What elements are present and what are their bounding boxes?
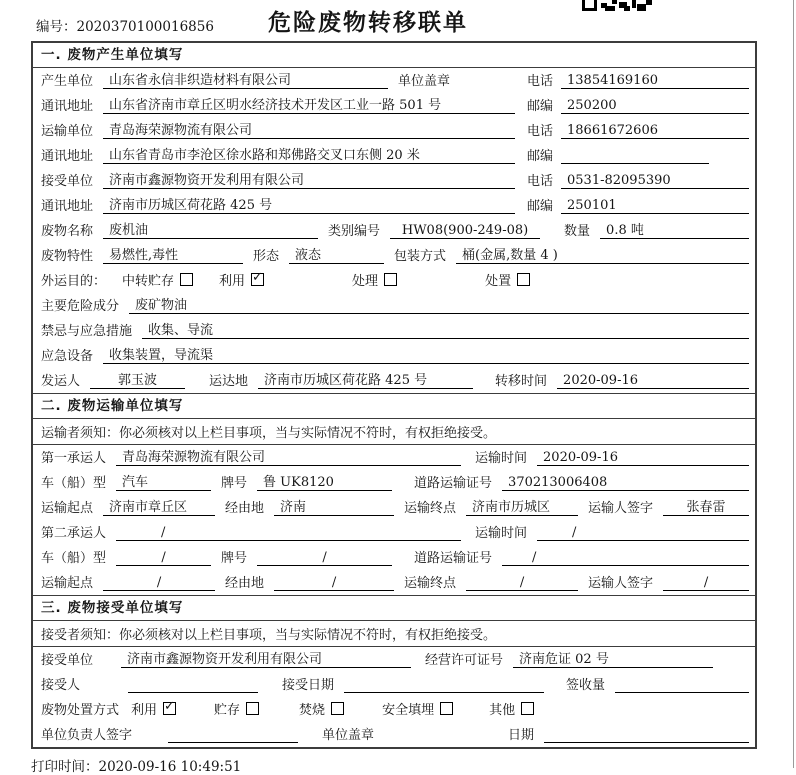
acceptor-label: 接受人 bbox=[41, 678, 81, 693]
emergency-measures-value: 收集、导流 bbox=[142, 319, 749, 339]
producer-zip-value: 250200 bbox=[561, 98, 749, 114]
disposal-option-incinerate bbox=[299, 699, 344, 718]
zip-label: 邮编 bbox=[527, 99, 554, 114]
option-label: 利用 bbox=[219, 274, 246, 289]
print-time bbox=[31, 755, 796, 775]
packaging-value: 桶(金属,数量 4 ) bbox=[456, 244, 749, 264]
phone-label: 电话 bbox=[527, 174, 554, 189]
carrier-signature-value-2: / bbox=[663, 575, 749, 591]
plate-number-value: 鲁 UK8120 bbox=[257, 471, 392, 491]
phone-label: 电话 bbox=[527, 74, 554, 89]
endpoint-label: 运输终点 bbox=[404, 576, 457, 591]
destination-label: 运达地 bbox=[209, 374, 249, 389]
document-header bbox=[0, 0, 796, 41]
shipper-label: 发运人 bbox=[41, 374, 81, 389]
carrier-signature-label: 运输人签字 bbox=[588, 501, 654, 516]
transporter-value: 青岛海荣源物流有限公司 bbox=[103, 119, 515, 139]
option-label: 处置 bbox=[485, 274, 512, 289]
row-transporter bbox=[33, 118, 755, 143]
checkbox-disposal-other bbox=[521, 702, 534, 715]
row-producer-address bbox=[33, 93, 755, 118]
section-producer bbox=[33, 43, 755, 393]
serial-value: 2020370100016856 bbox=[76, 19, 214, 35]
receiver-label: 接受单位 bbox=[41, 174, 94, 189]
disposal-option-landfill bbox=[382, 699, 453, 718]
second-carrier-value: / bbox=[116, 525, 461, 541]
checkbox-utilize bbox=[251, 273, 264, 286]
form-label: 形态 bbox=[253, 249, 280, 264]
shipper-value: 郭玉波 bbox=[90, 369, 185, 389]
row-responsible-signature bbox=[33, 722, 755, 747]
transfer-form-table bbox=[31, 41, 757, 749]
row-shipper bbox=[33, 368, 755, 393]
row-acceptor bbox=[33, 672, 755, 697]
transporter-phone-value: 18661672606 bbox=[561, 123, 749, 139]
disposal-option-other bbox=[489, 699, 534, 718]
endpoint-value: 济南市历城区 bbox=[466, 496, 578, 516]
via-label: 经由地 bbox=[225, 576, 265, 591]
checkbox-disposal-landfill bbox=[440, 702, 453, 715]
section-receiver bbox=[33, 595, 755, 747]
row-transporter-notice bbox=[33, 419, 755, 445]
emergency-equipment-label: 应急设备 bbox=[41, 349, 94, 364]
address-label: 通讯地址 bbox=[41, 99, 94, 114]
row-route-1 bbox=[33, 495, 755, 520]
origin-label: 运输起点 bbox=[41, 501, 94, 516]
vehicle-type-label: 车（船）型 bbox=[41, 551, 107, 566]
checkbox-disposal-utilize bbox=[163, 702, 176, 715]
packaging-label: 包装方式 bbox=[394, 249, 447, 264]
row-emergency-equipment bbox=[33, 343, 755, 368]
section-producer-title: 一. 废物产生单位填写 bbox=[33, 43, 755, 68]
quantity-value: 0.8 吨 bbox=[600, 219, 749, 239]
transport-time-label: 运输时间 bbox=[475, 526, 528, 541]
option-label: 其他 bbox=[489, 703, 516, 718]
print-time-value: 2020-09-16 10:49:51 bbox=[98, 759, 242, 775]
transfer-time-label: 转移时间 bbox=[495, 374, 548, 389]
accept-date-label: 接受日期 bbox=[282, 678, 335, 693]
page-right-edge bbox=[793, 0, 794, 768]
row-disposal-method bbox=[33, 697, 755, 722]
option-label: 安全填埋 bbox=[382, 703, 435, 718]
row-emergency-measures bbox=[33, 318, 755, 343]
first-carrier-label: 第一承运人 bbox=[41, 451, 107, 466]
received-quantity-value bbox=[615, 677, 749, 693]
plate-number-label: 牌号 bbox=[221, 476, 248, 491]
address-label: 通讯地址 bbox=[41, 149, 94, 164]
second-carrier-label: 第二承运人 bbox=[41, 526, 107, 541]
carrier-signature-value: 张春雷 bbox=[663, 496, 749, 516]
row-waste-properties bbox=[33, 243, 755, 268]
carrier-signature-label: 运输人签字 bbox=[588, 576, 654, 591]
date-value bbox=[544, 727, 749, 743]
receiver-zip-value: 250101 bbox=[561, 198, 749, 214]
row-first-carrier bbox=[33, 445, 755, 470]
checkbox-transfer-storage bbox=[180, 273, 193, 286]
waste-property-label: 废物特性 bbox=[41, 249, 94, 264]
disposal-option-store bbox=[214, 699, 259, 718]
zip-label: 邮编 bbox=[527, 149, 554, 164]
endpoint-value-2: / bbox=[466, 575, 578, 591]
receiver-value: 济南市鑫源物资开发利用有限公司 bbox=[103, 169, 515, 189]
row-hazard-component bbox=[33, 293, 755, 318]
purpose-label: 外运目的： bbox=[41, 274, 107, 289]
road-permit-label: 道路运输证号 bbox=[414, 476, 493, 491]
row-receiver bbox=[33, 168, 755, 193]
option-label: 利用 bbox=[131, 703, 158, 718]
accepting-unit-value: 济南市鑫源物资开发利用有限公司 bbox=[121, 648, 411, 668]
checkbox-disposal-incinerate bbox=[331, 702, 344, 715]
row-receiver-notice bbox=[33, 621, 755, 647]
section-transporter bbox=[33, 393, 755, 595]
option-label: 中转贮存 bbox=[122, 274, 175, 289]
license-value: 济南危证 02 号 bbox=[513, 648, 713, 668]
producer-label: 产生单位 bbox=[41, 74, 94, 89]
transport-time-label: 运输时间 bbox=[475, 451, 528, 466]
endpoint-label: 运输终点 bbox=[404, 501, 457, 516]
transfer-time-value: 2020-09-16 bbox=[557, 373, 749, 389]
checkbox-dispose bbox=[517, 273, 530, 286]
hazard-component-label: 主要危险成分 bbox=[41, 299, 120, 314]
transporter-zip-value bbox=[561, 148, 709, 164]
license-label: 经营许可证号 bbox=[425, 653, 504, 668]
option-label: 贮存 bbox=[214, 703, 241, 718]
origin-label: 运输起点 bbox=[41, 576, 94, 591]
category-code-label: 类别编号 bbox=[328, 224, 381, 239]
transporter-address-value: 山东省青岛市李沧区徐水路和郑佛路交叉口东侧 20 米 bbox=[103, 144, 515, 164]
responsible-signature-label: 单位负责人签字 bbox=[41, 728, 133, 743]
unit-seal-label: 单位盖章 bbox=[322, 728, 375, 743]
plate-number-label: 牌号 bbox=[221, 551, 248, 566]
producer-address-value: 山东省济南市章丘区明水经济技术开发区工业一路 501 号 bbox=[103, 94, 515, 114]
quantity-label: 数量 bbox=[564, 224, 591, 239]
row-receiver-address bbox=[33, 193, 755, 218]
row-transporter-address bbox=[33, 143, 755, 168]
purpose-option-transfer-storage bbox=[122, 270, 193, 289]
checkbox-disposal-store bbox=[246, 702, 259, 715]
via-value-2: / bbox=[274, 575, 394, 591]
option-label: 处理 bbox=[352, 274, 379, 289]
vehicle-type-value-2: / bbox=[116, 550, 211, 566]
row-route-2 bbox=[33, 570, 755, 595]
unit-seal-label: 单位盖章 bbox=[398, 74, 451, 89]
transport-time-value-2: / bbox=[537, 525, 749, 541]
row-producer bbox=[33, 68, 755, 93]
waste-name-label: 废物名称 bbox=[41, 224, 94, 239]
origin-value: 济南市章丘区 bbox=[103, 496, 215, 516]
page-title: 危险废物转移联单 bbox=[268, 10, 468, 36]
row-vehicle-2 bbox=[33, 545, 755, 570]
producer-value: 山东省永信非织造材料有限公司 bbox=[103, 69, 388, 89]
purpose-option-dispose bbox=[485, 270, 530, 289]
emergency-measures-label: 禁忌与应急措施 bbox=[41, 324, 133, 339]
disposal-method-label: 废物处置方式 bbox=[41, 703, 120, 718]
vehicle-type-label: 车（船）型 bbox=[41, 476, 107, 491]
qr-code-fragment bbox=[582, 0, 652, 11]
row-vehicle-1 bbox=[33, 470, 755, 495]
hazard-component-value: 废矿物油 bbox=[129, 294, 749, 314]
section-receiver-title: 三. 废物接受单位填写 bbox=[33, 596, 755, 621]
waste-name-value: 废机油 bbox=[103, 219, 318, 239]
producer-phone-value: 13854169160 bbox=[561, 73, 749, 89]
option-label: 焚烧 bbox=[299, 703, 326, 718]
road-permit-label: 道路运输证号 bbox=[414, 551, 493, 566]
destination-value: 济南市历城区荷花路 425 号 bbox=[258, 369, 473, 389]
purpose-option-utilize bbox=[219, 270, 264, 289]
checkbox-treat bbox=[384, 273, 397, 286]
phone-label: 电话 bbox=[527, 124, 554, 139]
receiver-address-value: 济南市历城区荷花路 425 号 bbox=[103, 194, 515, 214]
row-transfer-purpose bbox=[33, 268, 755, 293]
date-label: 日期 bbox=[507, 728, 534, 743]
acceptor-value bbox=[128, 677, 258, 693]
first-carrier-value: 青岛海荣源物流有限公司 bbox=[116, 446, 461, 466]
waste-property-value: 易燃性,毒性 bbox=[103, 244, 243, 264]
print-time-label: 打印时间： bbox=[31, 759, 99, 775]
via-value: 济南 bbox=[274, 496, 394, 516]
responsible-signature-value bbox=[168, 727, 298, 743]
zip-label: 邮编 bbox=[527, 199, 554, 214]
transporter-notice-text: 运输者须知：你必须核对以上栏目事项，当与实际情况不符时，有权拒绝接受。 bbox=[41, 426, 497, 441]
row-accepting-unit bbox=[33, 647, 755, 672]
road-permit-value-2: / bbox=[502, 550, 749, 566]
disposal-option-utilize bbox=[131, 699, 176, 718]
transport-time-value: 2020-09-16 bbox=[537, 450, 749, 466]
transporter-label: 运输单位 bbox=[41, 124, 94, 139]
plate-number-value-2: / bbox=[257, 550, 392, 566]
serial-label: 编号： bbox=[36, 19, 77, 35]
receiver-phone-value: 0531-82095390 bbox=[561, 173, 749, 189]
form-value: 液态 bbox=[289, 244, 384, 264]
row-second-carrier bbox=[33, 520, 755, 545]
road-permit-value: 370213006408 bbox=[502, 475, 749, 491]
via-label: 经由地 bbox=[225, 501, 265, 516]
emergency-equipment-value: 收集装置，导流渠 bbox=[103, 344, 749, 364]
received-quantity-label: 签收量 bbox=[566, 678, 606, 693]
vehicle-type-value: 汽车 bbox=[116, 471, 211, 491]
section-transporter-title: 二. 废物运输单位填写 bbox=[33, 394, 755, 419]
address-label: 通讯地址 bbox=[41, 199, 94, 214]
purpose-option-treat bbox=[352, 270, 397, 289]
row-waste-name bbox=[33, 218, 755, 243]
origin-value-2: / bbox=[103, 575, 215, 591]
category-code-value: HW08(900-249-08) bbox=[390, 223, 540, 239]
receiver-notice-text: 接受者须知：你必须核对以上栏目事项，当与实际情况不符时，有权拒绝接受。 bbox=[41, 628, 497, 643]
accepting-unit-label: 接受单位 bbox=[41, 653, 94, 668]
accept-date-value bbox=[344, 677, 544, 693]
